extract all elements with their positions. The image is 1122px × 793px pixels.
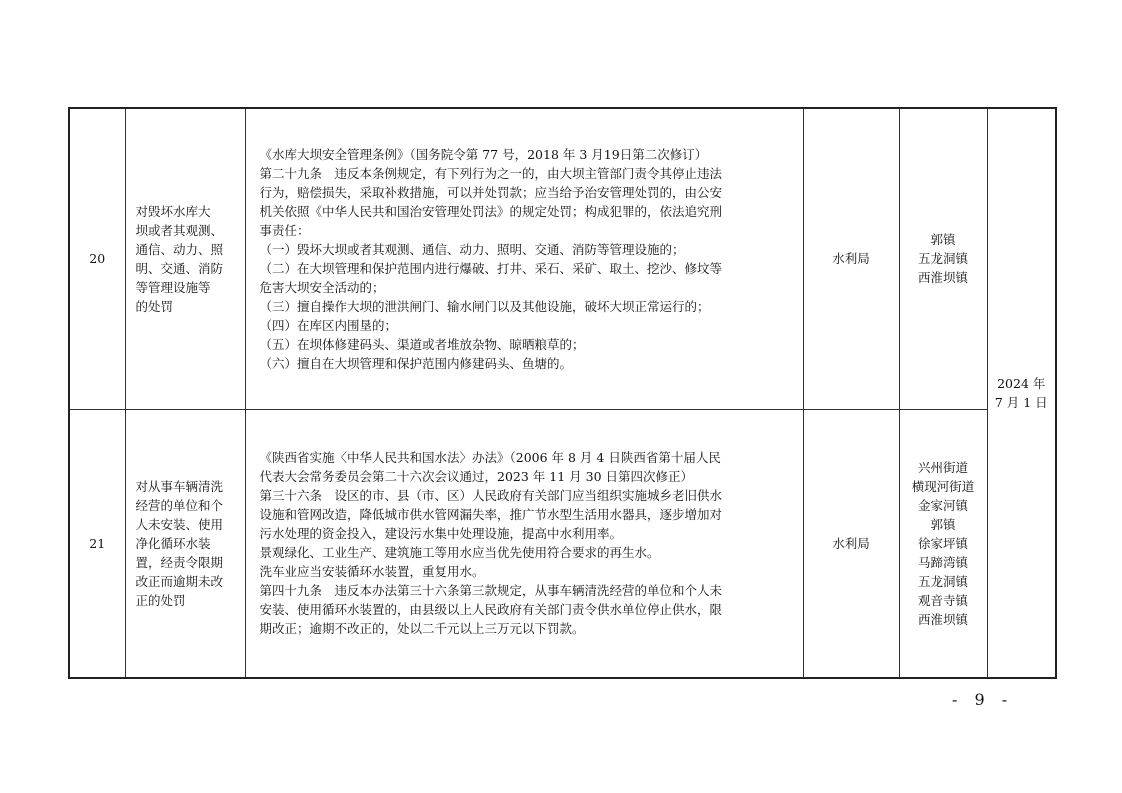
basis-line: 安装、使用循环水装置的，由县级以上人民政府有关部门责令供水单位停止供水，限 [259, 602, 723, 618]
delegated-towns [899, 108, 987, 409]
basis-line: （六）擅自在大坝管理和保护范围内修建码头、鱼塘的。 [259, 355, 573, 371]
item-line: 净化循环水装 [135, 535, 211, 551]
basis-line: 设施和管网改造，降低城市供水管网漏失率，推广节水型生活用水器具，逐步增加对 [259, 507, 723, 523]
penalty-item [125, 409, 245, 678]
item-line: 经营的单位和个 [135, 497, 224, 513]
basis-line: 第四十九条 违反本办法第三十六条第三款规定，从事车辆清洗经营的单位和个人未 [259, 583, 723, 599]
town-name: 五龙洞镇 [917, 251, 968, 267]
basis-line: （三）擅自操作大坝的泄洪闸门、输水闸门以及其他设施，破坏大坝正常运行的； [259, 298, 710, 314]
basis-line: 洗车业应当安装循环水装置，重复用水。 [259, 564, 485, 580]
town-name: 观音寺镇 [917, 592, 968, 608]
table-row [69, 409, 1056, 678]
item-line: 人未安装、使用 [135, 516, 224, 532]
item-line: 的处罚 [135, 298, 174, 314]
town-name: 马蹄湾镇 [917, 554, 968, 570]
effective-date [987, 108, 1056, 678]
town-name: 西淮坝镇 [917, 611, 968, 627]
basis-line: 《水库大坝安全管理条例》（国务院令第 77 号，2018 年 3 月19日第二次修订） [259, 146, 708, 162]
town-name: 郭镇 [930, 516, 956, 532]
row-number: 20 [69, 108, 125, 409]
item-line: 改正而逾期未改 [135, 573, 224, 589]
basis-line: 行为，赔偿损失，采取补救措施，可以并处罚款；应当给予治安管理处罚的，由公安 [259, 184, 723, 200]
page-number: - 9 - [952, 690, 1014, 709]
basis-line: （五）在坝体修建码头、渠道或者堆放杂物、晾晒粮草的； [259, 336, 585, 352]
basis-line: （四）在库区内围垦的； [259, 317, 398, 333]
item-line: 对从事车辆清洗 [135, 478, 224, 494]
responsible-department: 水利局 [803, 409, 899, 678]
item-line: 明、交通、消防 [135, 260, 224, 276]
item-line: 对毁坏水库大 [135, 203, 211, 219]
basis-line: 第二十九条 违反本条例规定，有下列行为之一的，由大坝主管部门责令其停止违法 [259, 165, 723, 181]
town-name: 郭镇 [930, 232, 956, 248]
town-name: 横现河街道 [911, 478, 975, 494]
date-line: 2024 年 [997, 376, 1046, 391]
item-line: 置，经责令限期 [135, 554, 224, 570]
legal-basis [245, 409, 803, 678]
item-line: 等管理设施等 [135, 279, 211, 295]
item-line: 正的处罚 [135, 592, 186, 608]
basis-line: 期改正；逾期不改正的，处以二千元以上三万元以下罚款。 [259, 621, 585, 637]
basis-line: （二）在大坝管理和保护范围内进行爆破、打井、采石、采矿、取土、挖沙、修坟等 [259, 260, 723, 276]
basis-line: 景观绿化、工业生产、建筑施工等用水应当优先使用符合要求的再生水。 [259, 545, 660, 561]
basis-line: 事责任： [259, 222, 310, 238]
town-name: 西淮坝镇 [917, 270, 968, 286]
item-line: 坝或者其观测、 [135, 222, 224, 238]
responsible-department: 水利局 [803, 108, 899, 409]
basis-line: 第三十六条 设区的市、县（市、区）人民政府有关部门应当组织实施城乡老旧供水 [259, 488, 723, 504]
basis-line: 《陕西省实施〈中华人民共和国水法〉办法》（2006 年 8 月 4 日陕西省第十届人民 [259, 450, 721, 466]
date-line: 7 月 1 日 [994, 395, 1048, 410]
town-name: 金家河镇 [917, 497, 968, 513]
basis-line: 代表大会常务委员会第二十六次会议通过，2023 年 11 月 30 日第四次修正） [259, 469, 693, 485]
basis-line: 污水处理的资金投入，建设污水集中处理设施，提高中水利用率。 [259, 526, 623, 542]
table-row [69, 108, 1056, 409]
basis-line: 机关依照《中华人民共和国治安管理处罚法》的规定处罚；构成犯罪的，依法追究刑 [259, 203, 723, 219]
legal-basis [245, 108, 803, 409]
town-name: 五龙洞镇 [917, 573, 968, 589]
basis-line: 危害大坝安全活动的； [259, 279, 385, 295]
basis-line: （一）毁坏大坝或者其观测、通信、动力、照明、交通、消防等管理设施的； [259, 241, 685, 257]
penalty-item [125, 108, 245, 409]
delegated-towns [899, 409, 987, 678]
row-number: 21 [69, 409, 125, 678]
town-name: 徐家坪镇 [917, 535, 968, 551]
item-line: 通信、动力、照 [135, 241, 224, 257]
penalty-table [68, 107, 1057, 679]
town-name: 兴州街道 [917, 459, 968, 475]
